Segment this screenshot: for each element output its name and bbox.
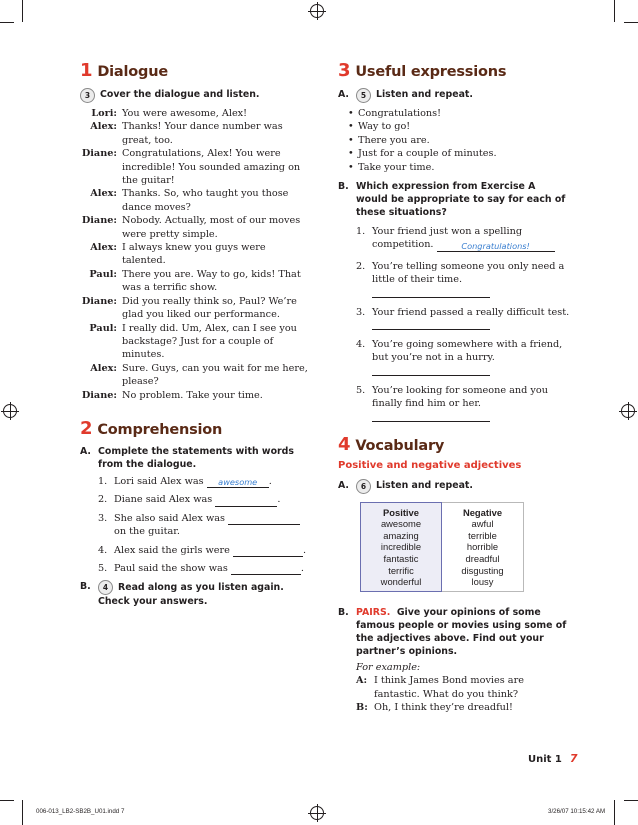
speaker-name: Paul: <box>89 322 117 334</box>
vocabulary-a-instruction: A. 6 Listen and repeat. <box>338 479 570 494</box>
expression-text: Take your time. <box>358 161 435 173</box>
expression-item <box>348 134 570 147</box>
audio-track-icon[interactable]: 6 <box>356 479 371 494</box>
dialogue-text: There you are. Way to go, kids! That was a terrific show. <box>122 268 301 294</box>
dialogue-line <box>80 147 312 187</box>
item-body <box>372 225 570 252</box>
item-text: Lori said Alex was <box>114 475 204 487</box>
situations-list <box>338 225 570 422</box>
crop-mark <box>0 22 14 23</box>
dialogue-text: Thanks! Your dance number was great, too. <box>122 121 283 146</box>
dialogue-lines <box>80 107 312 402</box>
dialogue-line <box>80 322 312 362</box>
dialogue-text: No problem. Take your time. <box>122 389 263 401</box>
situation-text: You’re looking for someone and you finally find him or her. <box>372 384 548 410</box>
right-column <box>338 60 570 714</box>
item-body <box>114 512 312 539</box>
expression-text: There you are. <box>358 134 430 146</box>
crop-mark <box>614 800 615 825</box>
slug-filename: 006-013_LB2-SB2B_U01.indd 7 <box>36 808 125 815</box>
example-label: For example: <box>356 661 421 673</box>
registration-mark-icon <box>310 806 324 820</box>
item-body: Lori said Alex was awesome . <box>114 475 272 488</box>
item-number: 4. <box>356 339 366 351</box>
speaker-name: Alex: <box>90 362 117 374</box>
example-text: I think James Bond movies are fantastic. What do you think? <box>374 675 524 700</box>
item-number: 5. <box>356 384 366 396</box>
registration-mark-icon <box>310 4 324 18</box>
positive-adjective: fantastic <box>383 553 419 565</box>
dialogue-text: Sure. Guys, can you wait for me here, please? <box>122 362 308 388</box>
dialogue-line <box>80 107 312 120</box>
vocabulary-subtitle: Positive and negative adjectives <box>338 459 522 471</box>
item-body: Paul said the show was . <box>114 562 304 574</box>
answer-blank[interactable] <box>231 564 301 575</box>
item-body: Alex said the girls were . <box>114 544 307 556</box>
section-dialogue-title: 1 Dialogue <box>80 60 168 81</box>
left-column <box>80 60 312 608</box>
useful-a-instruction: A. 5 Listen and repeat. <box>338 88 570 103</box>
item-body <box>372 384 570 422</box>
crop-mark <box>624 22 638 23</box>
speaker-name: A: <box>356 675 368 687</box>
negative-adjective: terrible <box>468 529 497 541</box>
page-number: 7 <box>569 752 578 765</box>
adjectives-table <box>360 502 570 592</box>
situation-item <box>356 338 570 376</box>
comprehension-item <box>98 544 312 557</box>
speaker-name: Diane: <box>81 148 117 160</box>
negative-adjective: disgusting <box>461 564 504 576</box>
situation-text: Your friend just won a spelling competition. <box>372 226 523 251</box>
dialogue-text: Congratulations, Alex! You were incredible! You sounded amazing on the guitar! <box>122 148 301 187</box>
bullet-icon: • <box>348 108 354 119</box>
situation-item <box>356 225 570 252</box>
expression-text: Way to go! <box>358 121 411 133</box>
speaker-name: Lori: <box>91 108 117 119</box>
dialogue-line <box>80 362 312 389</box>
dialogue-line <box>80 120 312 147</box>
dialogue-text: Thanks. So, who taught you those dance moves? <box>122 188 289 213</box>
item-body: Diane said Alex was . <box>114 494 281 506</box>
crop-mark <box>614 0 615 22</box>
answer-blank[interactable] <box>372 413 490 422</box>
item-body <box>372 338 570 376</box>
item-number: 3. <box>356 306 366 318</box>
item-body <box>372 260 570 298</box>
expression-text: Congratulations! <box>358 108 442 119</box>
bullet-icon: • <box>348 121 354 133</box>
comprehension-b-instruction: B. 4 Read along as you listen again. Check your answers. <box>80 581 284 608</box>
comprehension-item <box>98 562 312 575</box>
item-number: 3. <box>98 512 108 524</box>
situation-text: You’re telling someone you only need a little of their time. <box>372 260 565 286</box>
situation-text: Your friend passed a really difficult test. <box>372 306 570 318</box>
answer-blank[interactable] <box>215 496 277 507</box>
bullet-icon: • <box>348 161 354 173</box>
item-number: 2. <box>356 260 366 272</box>
positive-adjective: terrific <box>388 564 414 576</box>
registration-mark-icon <box>621 404 635 418</box>
dialogue-line <box>80 295 312 322</box>
comprehension-item <box>98 493 312 506</box>
answer-blank[interactable] <box>233 546 303 557</box>
audio-track-icon[interactable]: 3 <box>80 88 95 103</box>
negative-adjective: horrible <box>466 541 499 553</box>
section-vocabulary-title: 4 Vocabulary <box>338 433 445 455</box>
answer-blank[interactable] <box>437 241 555 252</box>
dialogue-line <box>80 389 312 402</box>
crop-mark <box>22 0 23 22</box>
audio-track-icon[interactable]: 4 <box>98 580 113 595</box>
crop-mark <box>22 800 23 825</box>
situation-item <box>356 384 570 422</box>
negative-adjective: dreadful <box>465 553 500 565</box>
dialogue-line <box>80 268 312 295</box>
pairs-label: PAIRS. <box>356 606 391 618</box>
positive-adjective: amazing <box>383 529 419 541</box>
speaker-name: B: <box>356 702 368 714</box>
item-number: 1. <box>98 475 108 487</box>
dialogue-text: Nobody. Actually, most of our moves were pretty simple. <box>122 215 301 240</box>
dialogue-text: You were awesome, Alex! <box>122 108 248 119</box>
comprehension-a-instruction: A. Complete the statements with words from the dialogue. <box>80 445 294 470</box>
situation-item <box>356 260 570 298</box>
item-number: 2. <box>98 494 108 506</box>
answer-text: awesome <box>218 477 258 488</box>
dialogue-text: I really did. Um, Alex, can I see you backstage? Just for a couple of minutes. <box>122 322 297 361</box>
dialogue-text: Did you really think so, Paul? We’re glad you liked our performance. <box>122 295 297 321</box>
answer-blank[interactable] <box>372 289 490 298</box>
negative-adjective: lousy <box>471 576 494 588</box>
speaker-name: Paul: <box>89 268 117 280</box>
item-text: Diane said Alex was <box>114 494 213 506</box>
negative-adjective: awful <box>471 518 494 530</box>
item-tail: on the guitar. <box>114 526 180 538</box>
section-comprehension-title: 2 Comprehension <box>80 417 223 439</box>
comprehension-items <box>80 475 312 575</box>
speaker-name: Alex: <box>90 242 117 254</box>
expression-item <box>348 147 570 160</box>
bullet-icon: • <box>348 134 354 146</box>
speaker-name: Diane: <box>81 295 117 307</box>
positive-adjectives-box <box>360 502 442 592</box>
speaker-name: Alex: <box>90 121 117 133</box>
speaker-name: Alex: <box>90 188 117 200</box>
speaker-name: Diane: <box>81 215 117 227</box>
speaker-name: Diane: <box>81 389 117 401</box>
answer-blank[interactable] <box>228 514 300 525</box>
situation-text: You’re going somewhere with a friend, but you’re not in a hurry. <box>372 339 563 364</box>
dialogue-instruction: 3 Cover the dialogue and listen. <box>80 88 312 103</box>
comprehension-item <box>98 475 312 488</box>
expression-item <box>348 120 570 133</box>
answer-blank[interactable] <box>372 321 490 330</box>
audio-track-icon[interactable]: 5 <box>356 88 371 103</box>
answer-blank[interactable] <box>372 367 490 376</box>
bullet-icon: • <box>348 148 354 160</box>
vocabulary-b-instruction: B. PAIRS. Give your opinions of some famous people or movies using some of the adjectives above. Find out your partner’s opinions. <box>338 606 567 657</box>
crop-mark <box>624 800 638 801</box>
dialogue-line <box>80 187 312 214</box>
expression-text: Just for a couple of minutes. <box>358 148 497 160</box>
example-line <box>356 674 570 701</box>
expression-item <box>348 107 570 120</box>
item-number: 5. <box>98 562 108 574</box>
item-text: She also said Alex was <box>114 512 225 524</box>
expressions-list <box>338 107 570 174</box>
unit-label: Unit 1 <box>528 754 562 765</box>
registration-mark-icon <box>3 404 17 418</box>
dialogue-line <box>80 241 312 268</box>
answer-text: Congratulations! <box>461 240 530 251</box>
example-dialogue <box>338 674 570 714</box>
item-body <box>372 306 570 330</box>
positive-adjective: incredible <box>380 541 422 553</box>
expression-item <box>348 161 570 174</box>
dialogue-text: I always knew you guys were talented. <box>122 242 266 267</box>
dialogue-line <box>80 214 312 241</box>
item-number: 4. <box>98 544 108 556</box>
item-text: Alex said the girls were <box>114 544 230 556</box>
comprehension-item <box>98 512 312 539</box>
situation-item <box>356 306 570 330</box>
useful-b-instruction: B. Which expression from Exercise A would be appropriate to say for each of these situations? <box>338 181 566 219</box>
item-text: Paul said the show was <box>114 562 228 574</box>
negative-header: Negative <box>462 506 503 518</box>
page-footer <box>528 752 578 765</box>
section-useful-expressions-title: 3 Useful expressions <box>338 60 507 81</box>
positive-adjective: wonderful <box>380 576 422 588</box>
positive-header: Positive <box>383 506 419 518</box>
slug-date: 3/26/07 10:15:42 AM <box>548 808 606 815</box>
item-number: 1. <box>356 226 366 238</box>
positive-adjective: awesome <box>380 518 422 530</box>
crop-mark <box>0 800 14 801</box>
negative-adjectives-box <box>442 502 524 592</box>
answer-blank[interactable] <box>207 477 269 488</box>
example-line <box>356 701 570 714</box>
example-text: Oh, I think they’re dreadful! <box>374 702 513 714</box>
